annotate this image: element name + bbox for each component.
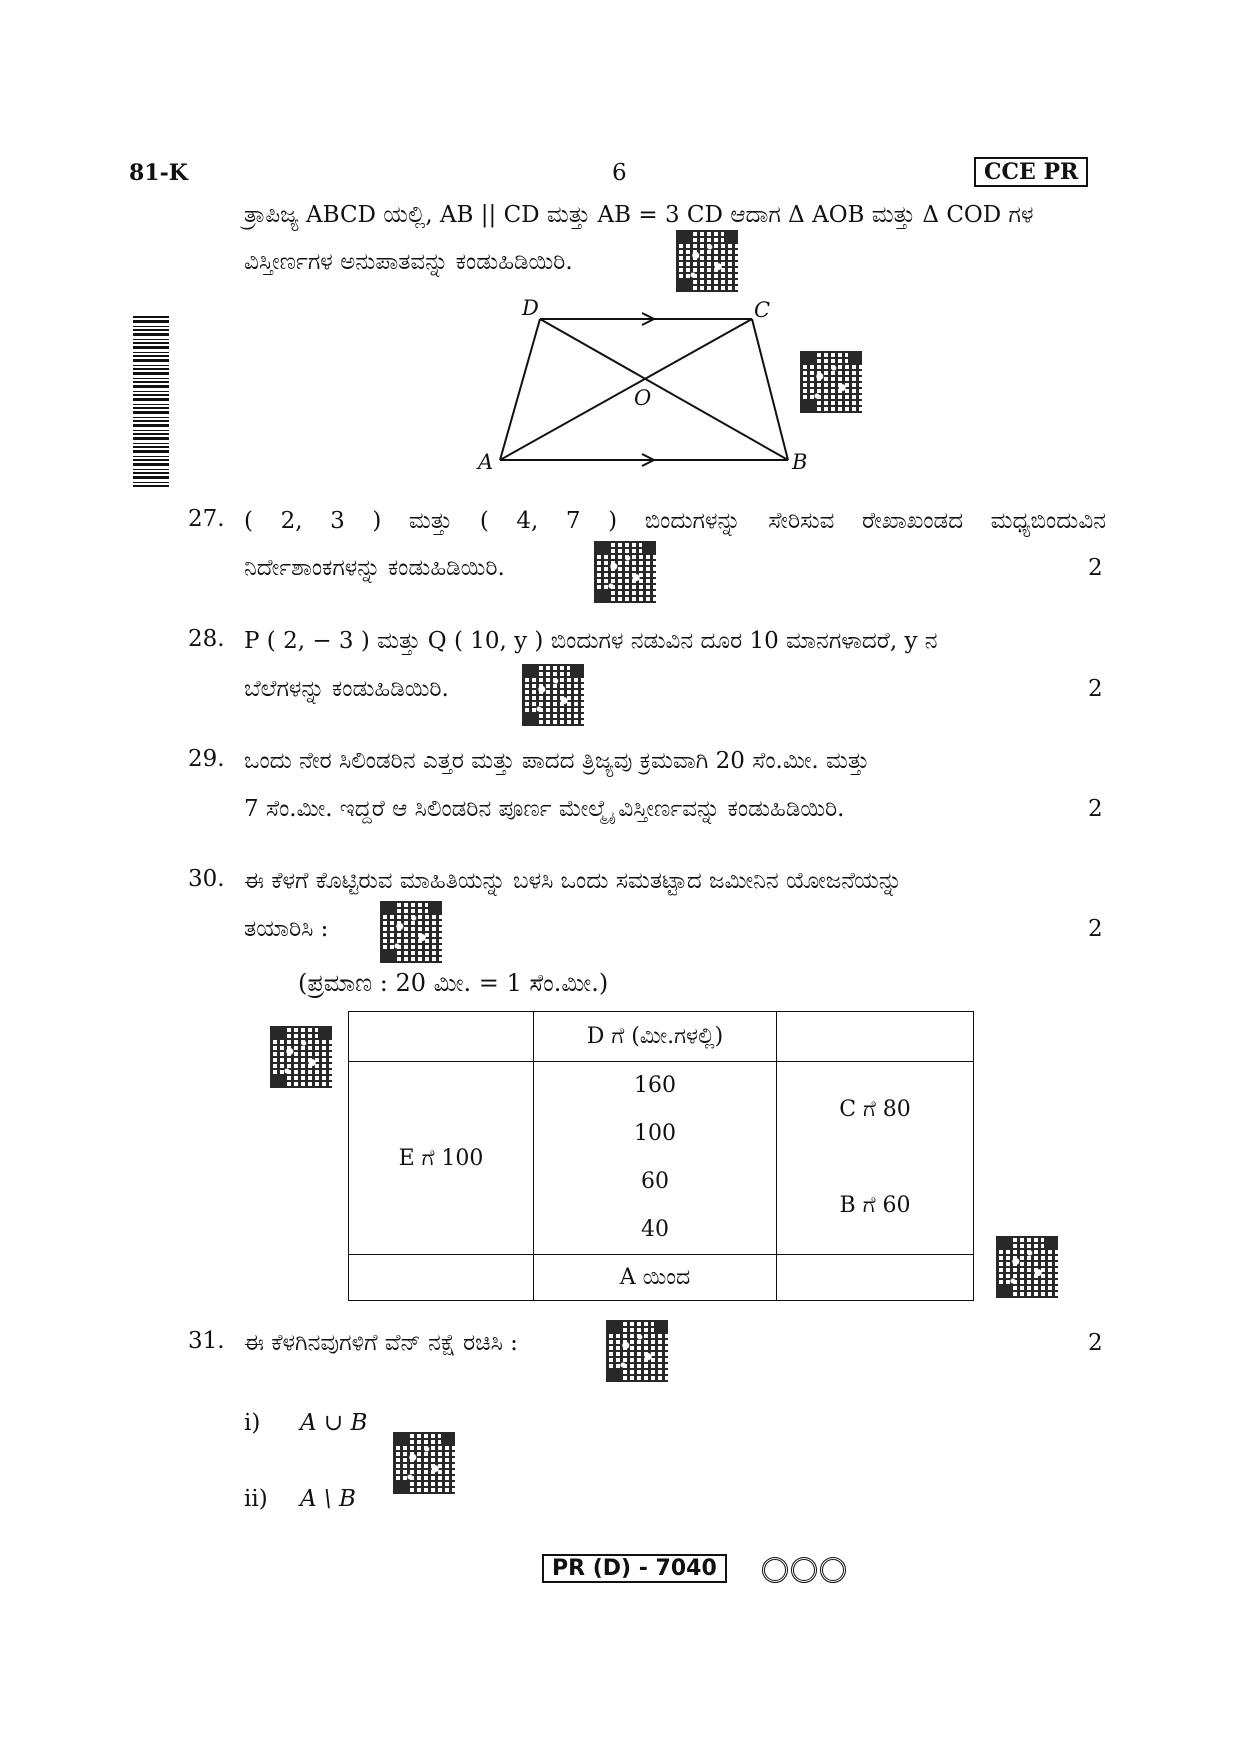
q31-part-ii-label: ii) bbox=[244, 1486, 268, 1512]
table-header-d: D ಗೆ (ಮೀ.ಗಳಲ್ಲಿ) bbox=[534, 1012, 777, 1062]
q26-line1: ತ್ರಾಪಿಜ್ಯ ABCD ಯಲ್ಲಿ, AB || CD ಮತ್ತು AB = 3 CD ಆದಾಗ Δ AOB ಮತ್ತು Δ COD ಗಳ bbox=[244, 202, 1034, 228]
q30-line1: ಈ ಕೆಳಗೆ ಕೊಟ್ಟಿರುವ ಮಾಹಿತಿಯನ್ನು ಬಳಸಿ ಒಂದು ಸಮತಟ್ಟಾದ ಜಮೀನಿನ ಯೋಜನೆಯನ್ನು bbox=[244, 868, 903, 894]
footer-code: PR (D) - 7040 bbox=[542, 1554, 727, 1583]
series-label: CCE PR bbox=[974, 157, 1088, 187]
chain-value: 60 bbox=[641, 1169, 669, 1194]
table-offset-e: E ಗೆ 100 bbox=[349, 1062, 534, 1255]
label-b: B bbox=[792, 450, 808, 474]
qr-code-icon bbox=[606, 1320, 668, 1382]
table-cell-empty bbox=[349, 1255, 534, 1301]
field-book-table bbox=[348, 1011, 974, 1301]
q28-line1: P ( 2, − 3 ) ಮತ್ತು Q ( 10, y ) ಬಿಂದುಗಳ ನಡುವಿನ ದೂರ 10 ಮಾನಗಳಾದರೆ, y ನ bbox=[244, 628, 938, 654]
q30-marks: 2 bbox=[1088, 916, 1103, 942]
q29-line1: ಒಂದು ನೇರ ಸಿಲಿಂಡರಿನ ಎತ್ತರ ಮತ್ತು ಪಾದದ ತ್ರಿಜ್ಯವು ಕ್ರಮವಾಗಿ 20 ಸೆಂ.ಮೀ. ಮತ್ತು bbox=[244, 748, 870, 774]
label-o: O bbox=[634, 386, 652, 410]
qr-code-icon bbox=[594, 541, 656, 603]
q29-line2: 7 ಸೆಂ.ಮೀ. ಇದ್ದರೆ ಆ ಸಿಲಿಂಡರಿನ ಪೂರ್ಣ ಮೇಲ್ಮೈ ವಿಸ್ತೀರ್ಣವನ್ನು ಕಂಡುಹಿಡಿಯಿರಿ. bbox=[244, 796, 845, 822]
chain-value: 40 bbox=[641, 1217, 669, 1242]
qr-code-icon bbox=[270, 1026, 332, 1088]
q27-marks: 2 bbox=[1088, 555, 1103, 581]
q27-line2: ನಿರ್ದೇಶಾಂಕಗಳನ್ನು ಕಂಡುಹಿಡಿಯಿರಿ. bbox=[244, 555, 505, 581]
q27-line1: ( 2, 3 ) ಮತ್ತು ( 4, 7 ) ಬಿಂದುಗಳನ್ನು ಸೇರಿಸುವ ರೇಖಾಖಂಡದ ಮಧ್ಯಬಿಂದುವಿನ bbox=[244, 508, 1106, 534]
diagonal-db bbox=[540, 319, 788, 460]
q31-text: ಈ ಕೆಳಗಿನವುಗಳಿಗೆ ವೆನ್ ನಕ್ಷೆ ರಚಿಸಿ : bbox=[244, 1330, 518, 1356]
side-cb bbox=[752, 319, 788, 460]
chain-value: 160 bbox=[634, 1073, 676, 1098]
table-cell-empty bbox=[777, 1012, 974, 1062]
q31-part-ii-expr: A \ B bbox=[300, 1486, 356, 1512]
table-right-offsets bbox=[777, 1062, 974, 1255]
table-cell-empty bbox=[777, 1255, 974, 1301]
q31-marks: 2 bbox=[1088, 1330, 1103, 1356]
qr-code-icon bbox=[800, 351, 862, 413]
q29-marks: 2 bbox=[1088, 796, 1103, 822]
q31-part-i-label: i) bbox=[244, 1410, 261, 1436]
diagonal-ca bbox=[500, 319, 752, 460]
qr-code-icon bbox=[676, 230, 738, 292]
chain-value: 100 bbox=[634, 1121, 676, 1146]
q31-number: 31. bbox=[188, 1328, 225, 1354]
q28-number: 28. bbox=[188, 626, 225, 652]
qr-code-icon bbox=[380, 901, 442, 963]
label-d: D bbox=[522, 296, 539, 320]
q29-number: 29. bbox=[188, 746, 225, 772]
trapezium-figure bbox=[470, 295, 830, 475]
label-a: A bbox=[478, 450, 494, 474]
q26-line2: ವಿಸ್ತೀರ್ಣಗಳ ಅನುಪಾತವನ್ನು ಕಂಡುಹಿಡಿಯಿರಿ. bbox=[244, 249, 573, 275]
page-number: 6 bbox=[612, 160, 627, 186]
table-offset-b: B ಗೆ 60 bbox=[839, 1193, 911, 1218]
qr-code-icon bbox=[996, 1236, 1058, 1298]
paper-code: 81-K bbox=[129, 160, 188, 186]
table-chain-values bbox=[534, 1062, 777, 1255]
table-cell-empty bbox=[349, 1012, 534, 1062]
label-c: C bbox=[754, 298, 771, 322]
table-offset-c: C ಗೆ 80 bbox=[839, 1097, 911, 1122]
q28-marks: 2 bbox=[1088, 676, 1103, 702]
ornament-icon bbox=[762, 1557, 849, 1587]
q31-part-i-expr: A ∪ B bbox=[300, 1410, 368, 1436]
table-footer-a: A ಯಿಂದ bbox=[534, 1255, 777, 1301]
qr-code-icon bbox=[393, 1432, 455, 1494]
q30-scale: (ಪ್ರಮಾಣ : 20 ಮೀ. = 1 ಸೆಂ.ಮೀ.) bbox=[298, 969, 609, 997]
q27-number: 27. bbox=[188, 506, 225, 532]
qr-code-icon bbox=[522, 664, 584, 726]
barcode bbox=[133, 315, 169, 487]
q30-line2: ತಯಾರಿಸಿ : bbox=[244, 916, 329, 942]
q30-number: 30. bbox=[188, 866, 225, 892]
side-ad bbox=[500, 319, 540, 460]
q28-line2: ಬೆಲೆಗಳನ್ನು ಕಂಡುಹಿಡಿಯಿರಿ. bbox=[244, 676, 449, 702]
